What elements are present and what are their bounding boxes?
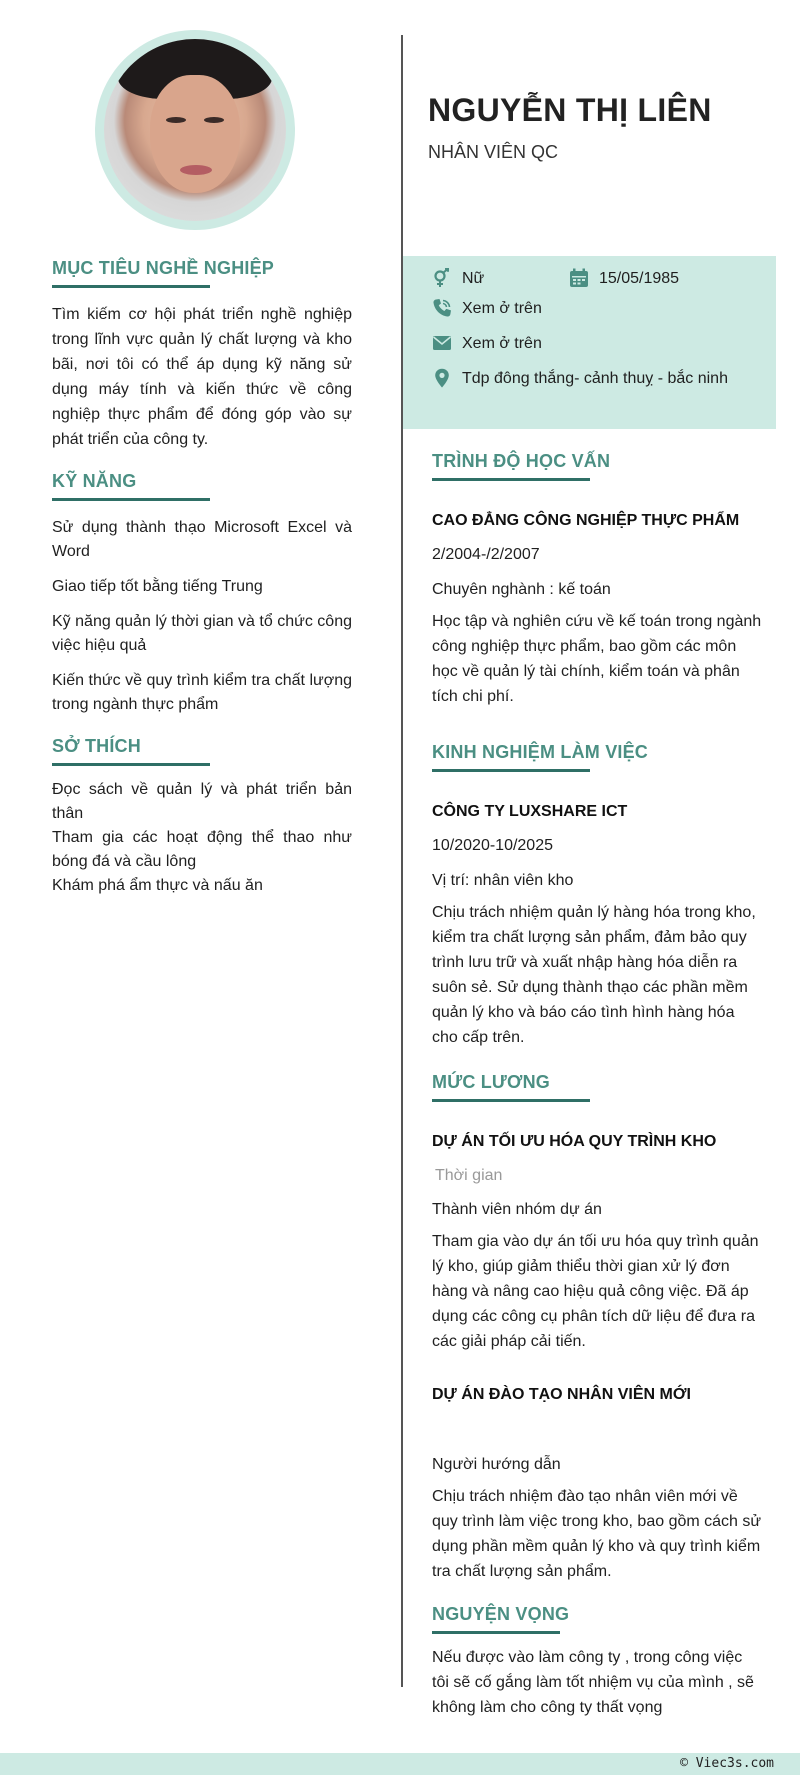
- experience-section: [432, 742, 762, 1050]
- hobby-item: Khám phá ẩm thực và nấu ăn: [52, 877, 263, 894]
- objective-section: [52, 258, 352, 452]
- project-name: DỰ ÁN ĐÀO TẠO NHÂN VIÊN MỚI: [432, 1386, 691, 1403]
- education-school: CAO ĐẲNG CÔNG NGHIỆP THỰC PHẨM: [432, 512, 740, 529]
- experience-title: KINH NGHIỆM LÀM VIỆC: [432, 742, 649, 762]
- contact-email: [432, 331, 542, 356]
- skill-item: Sử dụng thành thạo Microsoft Excel và Word: [52, 519, 352, 560]
- avatar: [104, 39, 286, 221]
- phone-icon: [432, 298, 452, 318]
- objective-title: MỤC TIÊU NGHỀ NGHIỆP: [52, 258, 275, 278]
- objective-underline: [52, 285, 210, 288]
- aspiration-section: [432, 1604, 762, 1720]
- experience-desc: Chịu trách nhiệm quản lý hàng hóa trong kho, kiểm tra chất lượng sản phẩm, đảm bảo quy trình lưu trữ và xuất nhập hàng hóa diễn ra suôn sẻ. Sử dụng thành thạo các phần mềm quản lý kho và báo cáo tình hình hàng hóa cho cấp trên.: [432, 904, 756, 1046]
- salary-title: MỨC LƯƠNG: [432, 1072, 551, 1092]
- skill-item: Giao tiếp tốt bằng tiếng Trung: [52, 578, 263, 595]
- project-time: Thời gian: [435, 1167, 503, 1184]
- hobbies-section: [52, 736, 352, 898]
- contact-address: [432, 366, 732, 391]
- salary-underline: [432, 1099, 590, 1102]
- avatar-eye-left: [166, 117, 186, 123]
- contact-box: [403, 256, 776, 429]
- address-value: Tdp đông thắng- cảnh thuỵ - bắc ninh: [462, 370, 728, 387]
- candidate-name: NGUYỄN THỊ LIÊN: [428, 92, 712, 128]
- project-desc: Tham gia vào dự án tối ưu hóa quy trình quản lý kho, giúp giảm thiểu thời gian xử lý đơn hàng và nâng cao hiệu quả công việc. Đã áp dụng các công cụ phân tích dữ liệu để đưa ra các giải pháp cải tiến.: [432, 1233, 759, 1350]
- birthday-value: 15/05/1985: [599, 270, 680, 287]
- avatar-face: [150, 75, 240, 193]
- email-value: Xem ở trên: [462, 335, 542, 352]
- avatar-eye-right: [204, 117, 224, 123]
- skills-title: KỸ NĂNG: [52, 471, 137, 491]
- aspiration-underline: [432, 1631, 560, 1634]
- hobby-item: Tham gia các hoạt động thể thao như bóng đá và cầu lông: [52, 829, 352, 870]
- education-period: 2/2004-/2/2007: [432, 546, 540, 563]
- project-name: DỰ ÁN TỐI ƯU HÓA QUY TRÌNH KHO: [432, 1133, 717, 1150]
- contact-gender: [432, 266, 484, 291]
- project-role: Thành viên nhóm dự án: [432, 1201, 602, 1218]
- hobbies-title: SỞ THÍCH: [52, 736, 141, 756]
- avatar-frame: [95, 30, 295, 230]
- aspiration-title: NGUYỆN VỌNG: [432, 1604, 570, 1624]
- skills-section: [52, 471, 352, 728]
- objective-text: Tìm kiếm cơ hội phát triển nghề nghiệp trong lĩnh vực quản lý chất lượng và kho bãi, nơi tôi có thể áp dụng kỹ năng sử dụng máy tính và kiến thức về công nghiệp thực phẩm để đóng góp vào sự phát triển của công ty.: [52, 306, 352, 448]
- skill-item: Kiến thức về quy trình kiểm tra chất lượng trong ngành thực phẩm: [52, 672, 352, 713]
- hobbies-underline: [52, 763, 210, 766]
- contact-phone: [432, 296, 542, 321]
- footer-watermark: © Viec3s.com: [680, 1756, 774, 1771]
- aspiration-text: Nếu được vào làm công ty , trong công việc tôi sẽ cố gắng làm tốt nhiệm vụ của mình , sẽ không làm cho công ty thất vọng: [432, 1649, 754, 1716]
- education-major: Chuyên nghành : kế toán: [432, 581, 611, 598]
- candidate-position: NHÂN VIÊN QC: [428, 142, 559, 162]
- skill-item: Kỹ năng quản lý thời gian và tổ chức công việc hiệu quả: [52, 613, 352, 654]
- hobbies-list: [52, 778, 352, 898]
- experience-company: CÔNG TY LUXSHARE ICT: [432, 803, 628, 820]
- education-section: [432, 451, 762, 709]
- phone-value: Xem ở trên: [462, 300, 542, 317]
- experience-period: 10/2020-10/2025: [432, 837, 553, 854]
- hobby-item: Đọc sách về quản lý và phát triển bản thân: [52, 781, 352, 822]
- experience-underline: [432, 769, 590, 772]
- envelope-icon: [432, 333, 452, 353]
- map-pin-icon: [432, 368, 452, 388]
- experience-role: Vị trí: nhân viên kho: [432, 872, 574, 889]
- avatar-lips: [180, 165, 212, 175]
- footer-band: [0, 1753, 800, 1775]
- gender-value: Nữ: [462, 270, 485, 287]
- gender-icon: [432, 268, 452, 288]
- skills-underline: [52, 498, 210, 501]
- calendar-icon: [569, 268, 589, 288]
- contact-birthday: [569, 266, 679, 291]
- skills-list: [52, 516, 352, 717]
- salary-section: [432, 1072, 762, 1584]
- education-underline: [432, 478, 590, 481]
- education-title: TRÌNH ĐỘ HỌC VẤN: [432, 451, 611, 471]
- project-role: Người hướng dẫn: [432, 1456, 561, 1473]
- education-desc: Học tập và nghiên cứu về kế toán trong ngành công nghiệp thực phẩm, bao gồm các môn học về quản lý tài chính, kiểm toán và phân tích chi phí.: [432, 613, 762, 705]
- project-desc: Chịu trách nhiệm đào tạo nhân viên mới về quy trình làm việc trong kho, bao gồm cách sử dụng phần mềm quản lý kho và quy trình kiểm tra chất lượng sản phẩm.: [432, 1488, 762, 1580]
